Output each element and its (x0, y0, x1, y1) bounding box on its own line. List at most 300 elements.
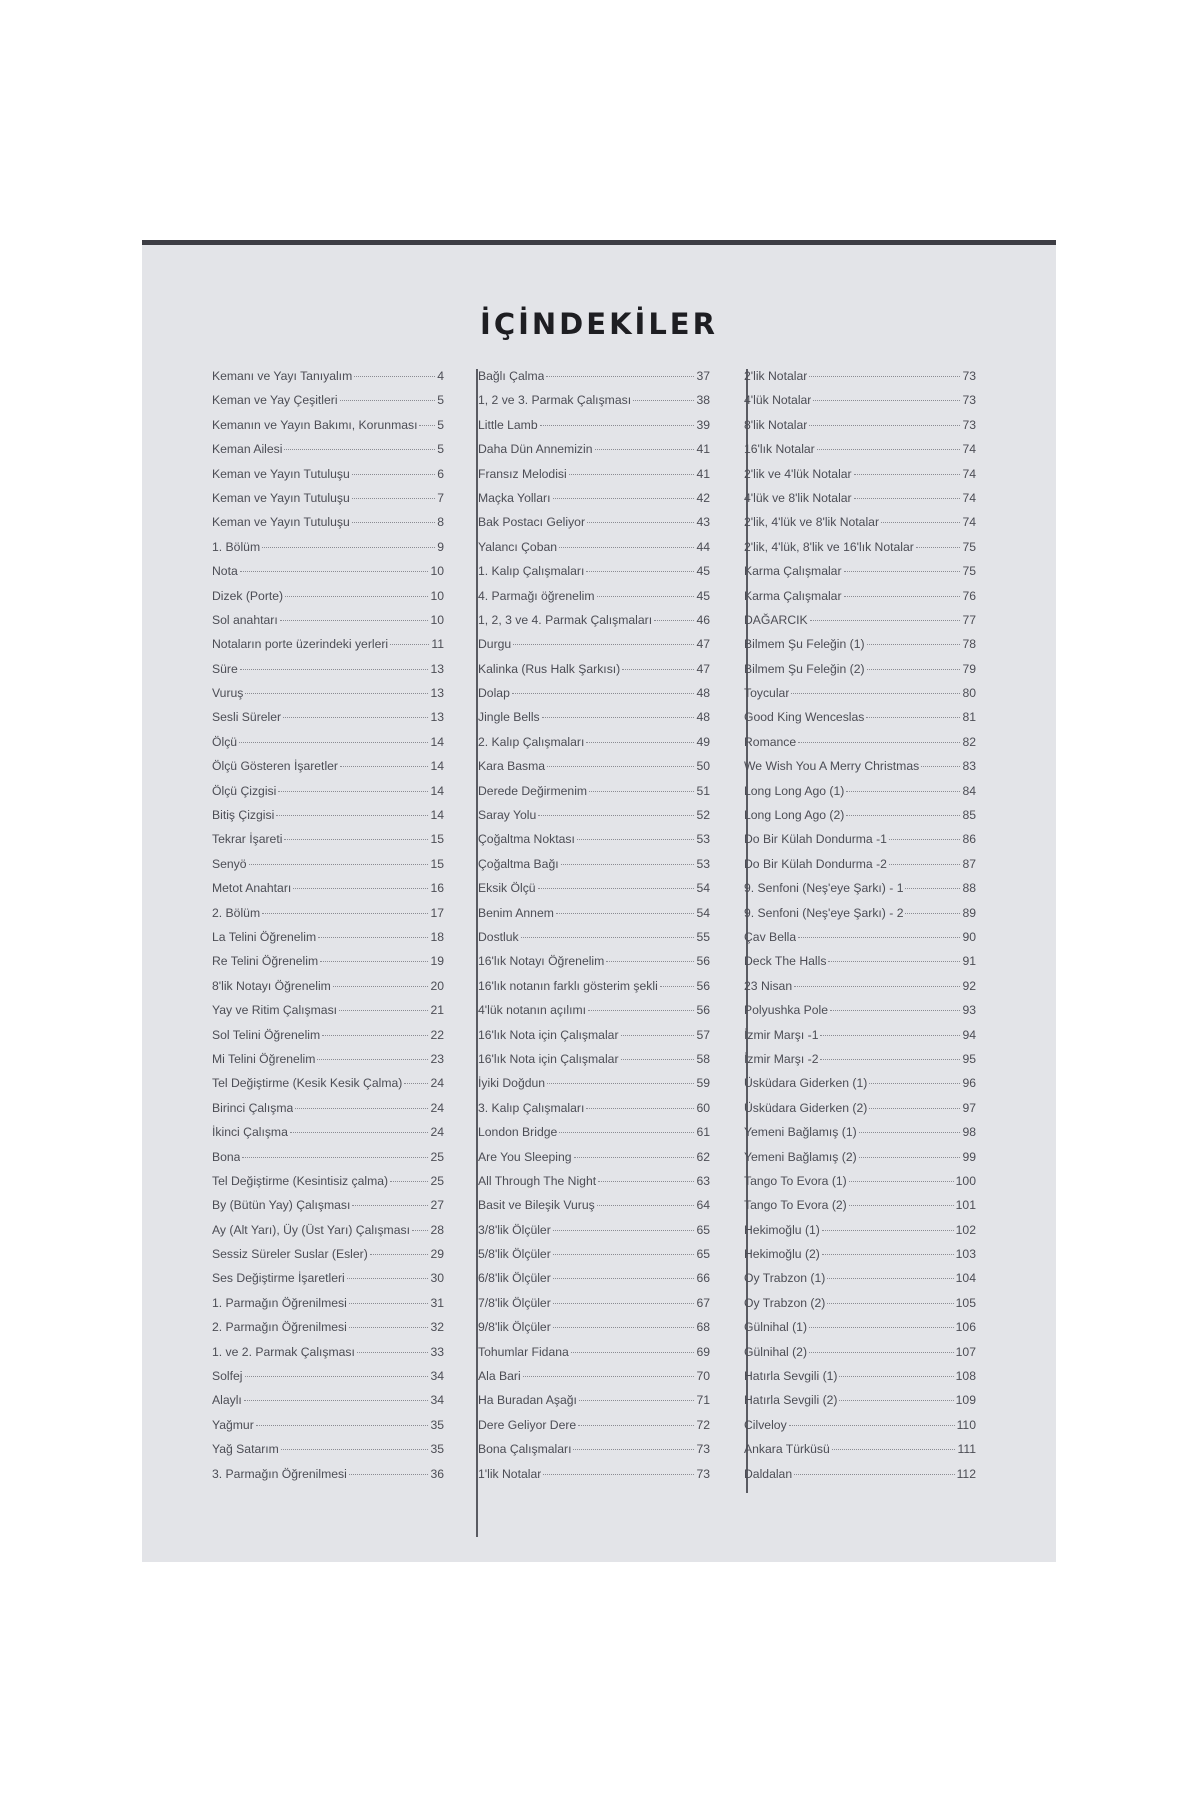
dot-leader (916, 547, 961, 548)
toc-entry-page: 25 (430, 1149, 444, 1164)
toc-entry (478, 589, 710, 613)
toc-entry-page: 77 (962, 612, 976, 627)
toc-entry-page: 53 (696, 832, 710, 847)
toc-entry-page: 18 (430, 929, 444, 944)
dot-leader (553, 498, 695, 499)
dot-leader (859, 1157, 961, 1158)
dot-leader (293, 888, 428, 889)
dot-leader (262, 913, 428, 914)
dot-leader (606, 961, 694, 962)
dot-leader (295, 1108, 428, 1109)
dot-leader (561, 864, 695, 865)
toc-entry-page: 41 (696, 442, 710, 457)
toc-entry-title: Ölçü Çizgisi (212, 783, 277, 798)
dot-leader (284, 839, 428, 840)
dot-leader (921, 766, 960, 767)
dot-leader (412, 1230, 428, 1231)
dot-leader (240, 669, 429, 670)
toc-entry-title: Çoğaltma Noktası (478, 832, 575, 847)
toc-entry (212, 1028, 444, 1052)
toc-entry (212, 393, 444, 417)
dot-leader (809, 425, 960, 426)
toc-entry-page: 76 (962, 588, 976, 603)
toc-entry-page: 16 (430, 881, 444, 896)
toc-entry-title: Tekrar İşareti (212, 832, 283, 847)
toc-entry (478, 832, 710, 856)
toc-entry-title: Tango To Evora (1) (744, 1173, 847, 1188)
toc-entry-title: 3. Parmağın Öğrenilmesi (212, 1466, 347, 1481)
dot-leader (573, 1449, 694, 1450)
dot-leader (553, 1278, 695, 1279)
toc-entry (478, 369, 710, 393)
toc-entry-title: 1. ve 2. Parmak Çalışması (212, 1344, 355, 1359)
toc-entry-title: 16'lık Nota için Çalışmalar (478, 1051, 619, 1066)
dot-leader (881, 522, 960, 523)
toc-entry-page: 94 (962, 1027, 976, 1042)
toc-entry-page: 59 (696, 1076, 710, 1091)
toc-entry-title: 9. Senfoni (Neş'eye Şarkı) - 1 (744, 881, 904, 896)
toc-entry (212, 686, 444, 710)
toc-entry (744, 1296, 976, 1320)
dot-leader (794, 1474, 954, 1475)
toc-entry-title: Keman ve Yay Çeşitleri (212, 393, 338, 408)
dot-leader (352, 522, 435, 523)
toc-entry-page: 54 (696, 905, 710, 920)
dot-leader (832, 1449, 956, 1450)
toc-entry-page: 43 (696, 515, 710, 530)
dot-leader (556, 913, 695, 914)
toc-entry-page: 75 (962, 539, 976, 554)
dot-leader (849, 1181, 954, 1182)
toc-entry-page: 6 (437, 466, 444, 481)
toc-entry-title: 1, 2 ve 3. Parmak Çalışması (478, 393, 632, 408)
dot-leader (347, 1278, 429, 1279)
toc-entry-page: 24 (430, 1076, 444, 1091)
toc-entry-title: Alaylı (212, 1393, 242, 1408)
toc-entry (212, 1393, 444, 1417)
dot-leader (622, 669, 694, 670)
dot-leader (846, 815, 960, 816)
toc-entry (478, 491, 710, 515)
toc-entry (478, 393, 710, 417)
toc-entry-page: 19 (430, 954, 444, 969)
dot-leader (574, 1157, 695, 1158)
toc-entry-page: 87 (962, 856, 976, 871)
toc-entry-title: Ala Bari (478, 1369, 521, 1384)
dot-leader (322, 1035, 428, 1036)
toc-entry-title: Yemeni Bağlamış (1) (744, 1125, 857, 1140)
toc-entry (744, 808, 976, 832)
toc-entry (212, 979, 444, 1003)
toc-entry-page: 98 (962, 1125, 976, 1140)
dot-leader (340, 400, 436, 401)
toc-entry (744, 418, 976, 442)
dot-leader (521, 937, 695, 938)
toc-entry (212, 1320, 444, 1344)
toc-entry-title: Sol Telini Öğrenelim (212, 1027, 321, 1042)
toc-entry (478, 540, 710, 564)
toc-entry-title: 1'lik Notalar (478, 1466, 542, 1481)
dot-leader (571, 1352, 695, 1353)
toc-entry-title: Romance (744, 734, 797, 749)
toc-entry-page: 71 (696, 1393, 710, 1408)
dot-leader (817, 449, 961, 450)
dot-leader (278, 791, 428, 792)
toc-entry-page: 73 (962, 369, 976, 383)
toc-entry-page: 44 (696, 539, 710, 554)
toc-entry-page: 14 (430, 734, 444, 749)
toc-entry-page: 7 (437, 490, 444, 505)
toc-entry (212, 1467, 444, 1491)
toc-entry-title: Eksik Ölçü (478, 881, 536, 896)
toc-entry-page: 110 (956, 1417, 976, 1432)
dot-leader (244, 1400, 429, 1401)
toc-entry-title: 16'lık Notayı Öğrenelim (478, 954, 605, 969)
dot-leader (239, 742, 428, 743)
toc-entry-page: 63 (696, 1173, 710, 1188)
toc-entry-page: 36 (430, 1466, 444, 1481)
toc-entry (212, 1369, 444, 1393)
toc-entry-page: 73 (696, 1442, 710, 1457)
dot-leader (540, 425, 695, 426)
toc-entry (478, 735, 710, 759)
dot-leader (553, 1230, 695, 1231)
toc-entry (744, 1393, 976, 1417)
toc-column-1 (212, 369, 444, 1491)
toc-entry (212, 1223, 444, 1247)
toc-entry-title: Toycular (744, 686, 790, 701)
toc-entry (744, 906, 976, 930)
toc-entry-page: 45 (696, 564, 710, 579)
toc-entry-page: 93 (962, 1003, 976, 1018)
toc-entry (478, 1393, 710, 1417)
toc-entry-page: 79 (962, 661, 976, 676)
toc-entry (744, 637, 976, 661)
toc-entry-page: 48 (696, 686, 710, 701)
toc-entry-title: Long Long Ago (1) (744, 783, 845, 798)
toc-entry-page: 4 (437, 369, 444, 383)
toc-entry-page: 34 (430, 1369, 444, 1384)
toc-entry (212, 1174, 444, 1198)
toc-entry-page: 102 (955, 1222, 976, 1237)
toc-entry-title: Yay ve Ritim Çalışması (212, 1003, 338, 1018)
toc-entry-page: 64 (696, 1198, 710, 1213)
toc-entry-page: 70 (696, 1369, 710, 1384)
toc-entry-title: Kalinka (Rus Halk Şarkısı) (478, 661, 621, 676)
toc-entry-title: 2'lik, 4'lük ve 8'lik Notalar (744, 515, 880, 530)
toc-entry-page: 65 (696, 1222, 710, 1237)
dot-leader (789, 1425, 955, 1426)
toc-entry-page: 41 (696, 466, 710, 481)
toc-entry-page: 81 (962, 710, 976, 725)
toc-entry-page: 46 (696, 612, 710, 627)
dot-leader (349, 1303, 429, 1304)
dot-leader (822, 1254, 954, 1255)
toc-entry-title: Kemanı ve Yayı Tanıyalım (212, 369, 353, 383)
toc-entry-page: 56 (696, 978, 710, 993)
toc-entry-page: 74 (962, 515, 976, 530)
toc-entry (744, 613, 976, 637)
toc-entry-title: Metot Anahtarı (212, 881, 292, 896)
toc-entry-page: 22 (430, 1027, 444, 1042)
toc-entry-page: 103 (955, 1247, 976, 1262)
dot-leader (285, 596, 428, 597)
toc-entry-title: Notaların porte üzerindeki yerleri (212, 637, 389, 652)
toc-entry-page: 35 (430, 1442, 444, 1457)
dot-leader (242, 1157, 428, 1158)
toc-entry-title: 4'lük notanın açılımı (478, 1003, 587, 1018)
toc-entry-title: 3. Kalıp Çalışmaları (478, 1100, 585, 1115)
toc-entry-title: Do Bir Külah Dondurma -2 (744, 856, 887, 871)
toc-entry (478, 686, 710, 710)
dot-leader (867, 669, 961, 670)
dot-leader (598, 1181, 694, 1182)
toc-entry (212, 1076, 444, 1100)
toc-entry-title: Ölçü (212, 734, 238, 749)
toc-entry (478, 1101, 710, 1125)
toc-entry (744, 1076, 976, 1100)
dot-leader (798, 742, 960, 743)
dot-leader (621, 1035, 695, 1036)
toc-entry-title: Little Lamb (478, 417, 538, 432)
toc-entry (212, 1418, 444, 1442)
dot-leader (820, 1059, 960, 1060)
dot-leader (839, 1400, 953, 1401)
toc-entry-title: Kara Basma (478, 759, 546, 774)
toc-entry-title: Daha Dün Annemizin (478, 442, 593, 457)
dot-leader (577, 839, 695, 840)
toc-entry-title: 4'lük Notalar (744, 393, 812, 408)
toc-entry (478, 1345, 710, 1369)
toc-entry-page: 85 (962, 808, 976, 823)
dot-leader (905, 888, 960, 889)
toc-entry (212, 954, 444, 978)
toc-entry-page: 61 (696, 1125, 710, 1140)
toc-entry-title: 16'lık Notalar (744, 442, 815, 457)
toc-entry (212, 1345, 444, 1369)
toc-entry-title: Fransız Melodisi (478, 466, 567, 481)
dot-leader (281, 1449, 429, 1450)
toc-entry-page: 10 (430, 612, 444, 627)
toc-entry (744, 857, 976, 881)
dot-leader (256, 1425, 429, 1426)
toc-entry-title: Durgu (478, 637, 512, 652)
dot-leader (586, 571, 694, 572)
toc-entry-title: Dizek (Porte) (212, 588, 284, 603)
toc-entry-title: 2'lik Notalar (744, 369, 808, 383)
toc-entry-page: 90 (962, 929, 976, 944)
toc-entry-title: Karma Çalışmalar (744, 564, 842, 579)
toc-entry (212, 808, 444, 832)
toc-entry (478, 906, 710, 930)
toc-entry-title: 4'lük ve 8'lik Notalar (744, 490, 852, 505)
toc-entry-title: 8'lik Notalar (744, 417, 808, 432)
toc-entry-page: 84 (962, 783, 976, 798)
toc-entry (478, 1150, 710, 1174)
dot-leader (866, 717, 960, 718)
toc-entry-title: Oy Trabzon (1) (744, 1271, 826, 1286)
toc-entry-title: Dere Geliyor Dere (478, 1417, 577, 1432)
toc-entry (212, 759, 444, 783)
toc-entry-page: 5 (437, 417, 444, 432)
toc-entry-title: Vuruş (212, 686, 244, 701)
dot-leader (553, 1327, 695, 1328)
dot-leader (553, 1254, 695, 1255)
toc-entry-title: İzmir Marşı -2 (744, 1051, 819, 1066)
dot-leader (830, 1010, 960, 1011)
dot-leader (791, 693, 960, 694)
toc-entry-title: 6/8'lik Ölçüler (478, 1271, 551, 1286)
toc-entry-page: 13 (430, 710, 444, 725)
dot-leader (846, 791, 960, 792)
toc-entry-page: 28 (430, 1222, 444, 1237)
toc-entry (478, 759, 710, 783)
toc-entry-title: Hatırla Sevgili (1) (744, 1369, 838, 1384)
toc-entry-page: 10 (430, 564, 444, 579)
toc-entry-page: 52 (696, 808, 710, 823)
toc-entry-title: Çav Bella (744, 929, 797, 944)
toc-entry (744, 1028, 976, 1052)
toc-entry (212, 906, 444, 930)
dot-leader (390, 644, 429, 645)
dot-leader (245, 693, 428, 694)
toc-entry (744, 710, 976, 734)
toc-column-3 (744, 369, 976, 1491)
toc-entry-page: 95 (962, 1051, 976, 1066)
dot-leader (660, 986, 695, 987)
toc-entry (212, 1052, 444, 1076)
dot-leader (553, 1303, 695, 1304)
toc-entry-title: Dolap (478, 686, 510, 701)
toc-entry (744, 759, 976, 783)
dot-leader (523, 1376, 695, 1377)
toc-entry (744, 930, 976, 954)
dot-leader (586, 742, 694, 743)
toc-entry (212, 613, 444, 637)
toc-entry (478, 784, 710, 808)
toc-entry-page: 67 (696, 1295, 710, 1310)
dot-leader (869, 1108, 960, 1109)
toc-entry (478, 1369, 710, 1393)
dot-leader (317, 1059, 428, 1060)
toc-entry-page: 47 (696, 637, 710, 652)
toc-entry-page: 47 (696, 661, 710, 676)
toc-entry-title: Oy Trabzon (2) (744, 1295, 826, 1310)
toc-entry (478, 710, 710, 734)
dot-leader (597, 596, 695, 597)
toc-entry-title: Üsküdara Giderken (1) (744, 1076, 868, 1091)
toc-entry-page: 48 (696, 710, 710, 725)
toc-entry-title: 1, 2, 3 ve 4. Parmak Çalışmaları (478, 612, 653, 627)
toc-entry (212, 832, 444, 856)
toc-entry (478, 467, 710, 491)
toc-entry-title: Keman Ailesi (212, 442, 283, 457)
dot-leader (333, 986, 429, 987)
dot-leader (597, 1205, 695, 1206)
toc-entry-title: Ölçü Gösteren İşaretler (212, 759, 338, 774)
toc-entry-title: Kemanın ve Yayın Bakımı, Korunması (212, 417, 418, 432)
dot-leader (595, 449, 695, 450)
toc-entry-title: 1. Bölüm (212, 539, 261, 554)
dot-leader (820, 1035, 960, 1036)
dot-leader (283, 717, 428, 718)
toc-entry-page: 111 (957, 1442, 976, 1457)
toc-entry-page: 20 (430, 978, 444, 993)
toc-entry (478, 1418, 710, 1442)
toc-entry (744, 564, 976, 588)
toc-entry-title: Saray Yolu (478, 808, 537, 823)
toc-entry (744, 1198, 976, 1222)
toc-entry (478, 1442, 710, 1466)
page-title: İÇİNDEKİLER (480, 307, 718, 341)
toc-entry (478, 418, 710, 442)
toc-entry (744, 735, 976, 759)
toc-entry-title: 8'lik Notayı Öğrenelim (212, 978, 331, 993)
toc-entry-page: 42 (696, 490, 710, 505)
toc-entry-page: 62 (696, 1149, 710, 1164)
toc-entry-page: 45 (696, 588, 710, 603)
toc-entry-title: Ses Değiştirme İşaretleri (212, 1271, 345, 1286)
toc-entry (212, 1442, 444, 1466)
toc-entry-page: 27 (430, 1198, 444, 1213)
dot-leader (849, 1205, 954, 1206)
dot-leader (844, 571, 961, 572)
toc-entry-title: Nota (212, 564, 238, 579)
toc-entry-title: İkinci Çalışma (212, 1125, 288, 1140)
toc-entry (478, 1003, 710, 1027)
dot-leader (240, 571, 429, 572)
dot-leader (589, 791, 694, 792)
toc-entry-title: 9/8'lik Ölçüler (478, 1320, 551, 1335)
toc-entry (478, 1052, 710, 1076)
toc-entry (212, 637, 444, 661)
dot-leader (809, 376, 960, 377)
toc-entry (478, 637, 710, 661)
toc-entry-page: 23 (430, 1051, 444, 1066)
toc-entry-title: Solfej (212, 1369, 243, 1384)
dot-leader (354, 376, 435, 377)
toc-entry-title: Are You Sleeping (478, 1149, 572, 1164)
toc-entry (744, 979, 976, 1003)
dot-leader (512, 693, 695, 694)
dot-leader (809, 1352, 954, 1353)
toc-entry-page: 34 (430, 1393, 444, 1408)
toc-entry (478, 613, 710, 637)
toc-entry (744, 1125, 976, 1149)
toc-entry-page: 21 (430, 1003, 444, 1018)
dot-leader (810, 620, 961, 621)
dot-leader (579, 1400, 695, 1401)
toc-entry-page: 58 (696, 1051, 710, 1066)
dot-leader (889, 839, 961, 840)
toc-entry-title: We Wish You A Merry Christmas (744, 759, 920, 774)
toc-entry-title: Senyö (212, 856, 247, 871)
dot-leader (280, 620, 429, 621)
toc-entry-page: 73 (696, 1466, 710, 1481)
toc-entry-page: 35 (430, 1417, 444, 1432)
toc-entry-page: 100 (955, 1173, 976, 1188)
toc-entry-page: 97 (962, 1100, 976, 1115)
toc-entry-title: Derede Değirmenim (478, 783, 588, 798)
toc-entry-page: 54 (696, 881, 710, 896)
toc-entry-page: 101 (955, 1198, 976, 1213)
toc-entry (478, 1198, 710, 1222)
toc-entry-page: 88 (962, 881, 976, 896)
toc-entry-title: La Telini Öğrenelim (212, 929, 317, 944)
toc-entry-page: 5 (437, 393, 444, 408)
dot-leader (633, 400, 694, 401)
dot-leader (262, 547, 435, 548)
